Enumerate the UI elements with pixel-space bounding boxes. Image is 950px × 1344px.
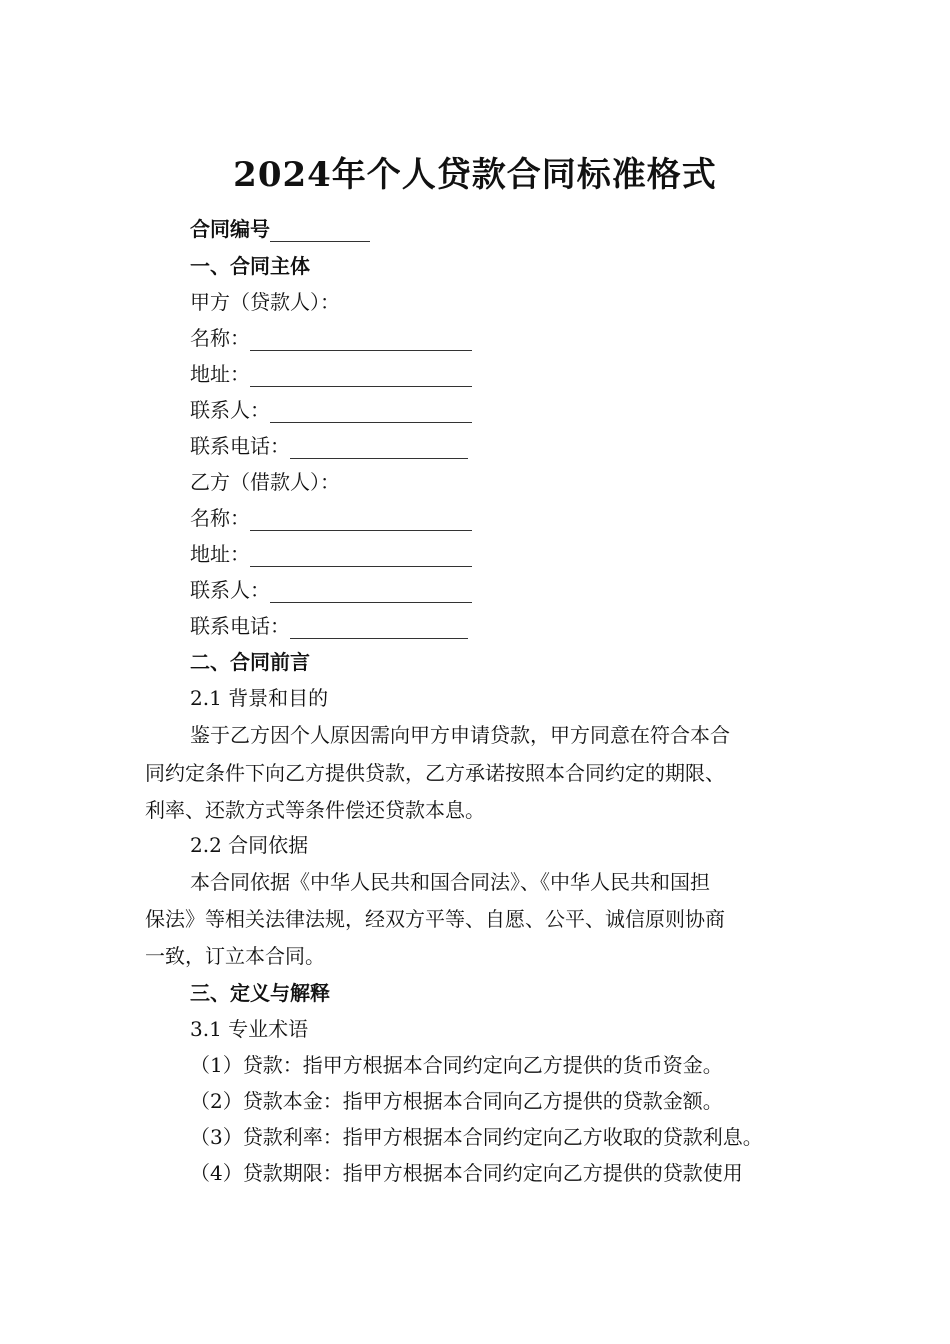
party-a-contact-blank[interactable]: [270, 402, 472, 423]
party-a-name-label: 名称：: [190, 326, 250, 350]
party-b-label: 乙方（借款人）：: [190, 470, 340, 494]
subsection-2-1-title: 2.1 背景和目的: [190, 686, 329, 710]
party-a-phone-blank[interactable]: [290, 438, 468, 459]
contract-number-line: [190, 214, 370, 244]
party-b-phone-label: 联系电话：: [190, 614, 290, 638]
paragraph-line: 同约定条件下向乙方提供贷款，乙方承诺按照本合同约定的期限、: [145, 761, 725, 785]
party-b-phone-blank[interactable]: [290, 618, 468, 639]
party-b-address-line: [190, 539, 472, 569]
party-a-name-line: [190, 323, 472, 353]
party-a-label: 甲方（贷款人）：: [190, 290, 340, 314]
document-title: 2024年个人贷款合同标准格式: [233, 155, 717, 195]
party-a-phone-label: 联系电话：: [190, 434, 290, 458]
party-a-address-label: 地址：: [190, 362, 250, 386]
party-b-contact-line: [190, 575, 472, 605]
paragraph-line: 利率、还款方式等条件偿还贷款本息。: [145, 798, 485, 822]
contract-number-blank[interactable]: [270, 221, 370, 242]
paragraph-line: 一致，订立本合同。: [145, 944, 325, 968]
party-b-name-blank[interactable]: [250, 510, 472, 531]
party-a-phone-line: [190, 431, 468, 461]
party-a-address-blank[interactable]: [250, 366, 472, 387]
section-2-heading: 二、合同前言: [190, 650, 310, 674]
contract-number-label: 合同编号: [190, 217, 270, 241]
subsection-3-1-title: 3.1 专业术语: [190, 1017, 309, 1041]
party-b-contact-label: 联系人：: [190, 578, 270, 602]
subsection-2-2-title: 2.2 合同依据: [190, 833, 309, 857]
paragraph-line: 本合同依据《中华人民共和国合同法》、《中华人民共和国担: [190, 870, 710, 894]
party-b-contact-blank[interactable]: [270, 582, 472, 603]
section-1-heading: 一、合同主体: [190, 254, 310, 278]
list-item: （4）贷款期限：指甲方根据本合同约定向乙方提供的贷款使用: [190, 1161, 743, 1185]
list-item: （2）贷款本金：指甲方根据本合同向乙方提供的贷款金额。: [190, 1089, 723, 1113]
paragraph-line: 鉴于乙方因个人原因需向甲方申请贷款，甲方同意在符合本合: [190, 723, 730, 747]
party-b-name-line: [190, 503, 472, 533]
party-a-address-line: [190, 359, 472, 389]
party-b-address-blank[interactable]: [250, 546, 472, 567]
party-a-contact-line: [190, 395, 472, 425]
section-3-heading: 三、定义与解释: [190, 981, 330, 1005]
party-a-name-blank[interactable]: [250, 330, 472, 351]
party-b-name-label: 名称：: [190, 506, 250, 530]
party-b-address-label: 地址：: [190, 542, 250, 566]
paragraph-line: 保法》等相关法律法规，经双方平等、自愿、公平、诚信原则协商: [145, 907, 725, 931]
party-a-contact-label: 联系人：: [190, 398, 270, 422]
list-item: （3）贷款利率：指甲方根据本合同约定向乙方收取的贷款利息。: [190, 1125, 763, 1149]
party-b-phone-line: [190, 611, 468, 641]
list-item: （1）贷款：指甲方根据本合同约定向乙方提供的货币资金。: [190, 1053, 723, 1077]
